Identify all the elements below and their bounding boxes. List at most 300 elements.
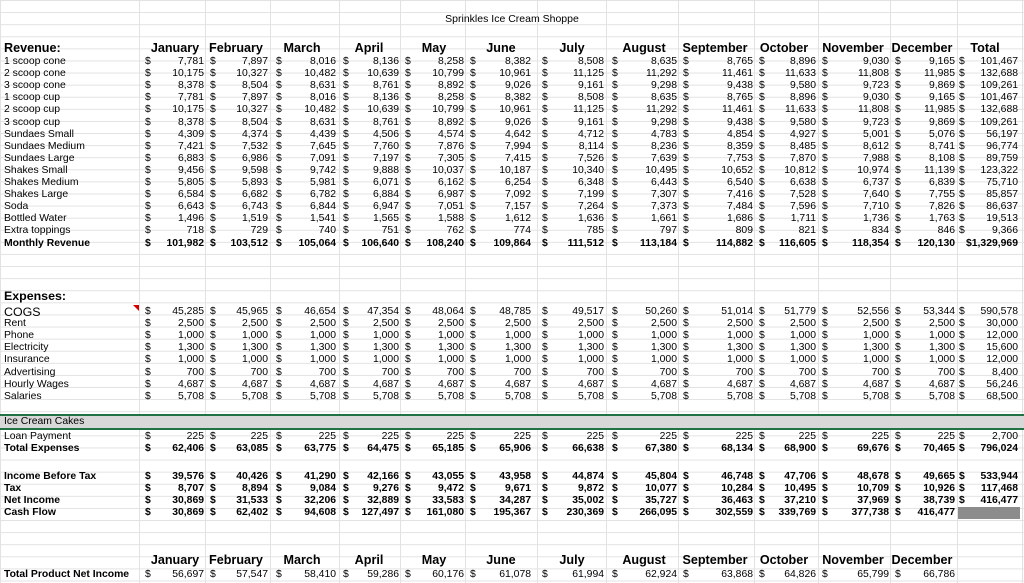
value-cell[interactable]: 9,161 <box>577 80 604 92</box>
total-cell[interactable]: 15,600 <box>986 342 1018 354</box>
value-cell[interactable]: 1,300 <box>577 342 604 354</box>
value-cell[interactable]: 7,897 <box>241 56 268 67</box>
value-cell[interactable]: 7,781 <box>177 56 204 67</box>
value-cell[interactable]: 1,686 <box>726 213 753 225</box>
value-cell[interactable]: 9,165 <box>928 56 955 67</box>
value-cell[interactable]: 101,982 <box>166 237 204 249</box>
value-cell[interactable]: 2,500 <box>504 318 531 330</box>
value-cell[interactable]: 66,638 <box>572 443 604 454</box>
total-cell[interactable]: 101,467 <box>980 92 1018 104</box>
value-cell[interactable]: 4,854 <box>726 128 753 140</box>
value-cell[interactable]: 7,994 <box>504 140 531 152</box>
total-cell[interactable]: 2,700 <box>991 431 1018 442</box>
value-cell[interactable]: 11,139 <box>923 164 955 176</box>
revenue-row-label[interactable]: Sundaes Small <box>4 128 74 140</box>
value-cell[interactable]: 5,001 <box>862 128 889 140</box>
value-cell[interactable]: 8,635 <box>650 56 677 67</box>
value-cell[interactable]: 8,892 <box>437 80 464 92</box>
value-cell[interactable]: 1,000 <box>928 354 955 366</box>
value-cell[interactable]: 9,598 <box>241 164 268 176</box>
value-cell[interactable]: 4,687 <box>241 378 268 390</box>
value-cell[interactable]: 339,769 <box>778 507 816 519</box>
value-cell[interactable]: 1,000 <box>726 330 753 342</box>
value-cell[interactable]: 7,197 <box>372 152 399 164</box>
value-cell[interactable]: 6,348 <box>577 177 604 188</box>
value-cell[interactable]: 118,354 <box>852 237 889 249</box>
value-cell[interactable]: 809 <box>735 225 753 237</box>
value-cell[interactable]: 11,461 <box>721 104 753 116</box>
value-cell[interactable]: 1,300 <box>177 342 204 354</box>
month-header-january[interactable]: January <box>150 41 200 55</box>
total-cell[interactable]: 109,261 <box>980 116 1018 128</box>
value-cell[interactable]: 6,638 <box>789 177 816 188</box>
product-net-value[interactable]: 61,994 <box>572 569 604 580</box>
value-cell[interactable]: 1,519 <box>241 213 268 225</box>
value-cell[interactable]: 225 <box>586 431 604 442</box>
value-cell[interactable]: 7,092 <box>504 189 531 201</box>
value-cell[interactable]: 8,136 <box>372 56 399 67</box>
value-cell[interactable]: 8,258 <box>437 56 464 67</box>
value-cell[interactable]: 2,500 <box>437 318 464 330</box>
value-cell[interactable]: 230,369 <box>566 507 604 519</box>
value-cell[interactable]: 45,804 <box>645 471 677 482</box>
value-cell[interactable]: 1,000 <box>862 354 889 366</box>
value-cell[interactable]: 8,016 <box>309 56 336 67</box>
value-cell[interactable]: 1,000 <box>577 354 604 366</box>
value-cell[interactable]: 62,406 <box>172 443 204 454</box>
value-cell[interactable]: 64,475 <box>367 443 399 454</box>
revenue-row-label[interactable]: Bottled Water <box>4 213 67 225</box>
value-cell[interactable]: 10,799 <box>432 68 464 80</box>
value-cell[interactable]: 8,761 <box>372 80 399 92</box>
value-cell[interactable]: 8,894 <box>241 483 268 495</box>
expense-row-label[interactable]: Salaries <box>4 390 42 402</box>
value-cell[interactable]: 7,199 <box>577 189 604 201</box>
value-cell[interactable]: 8,378 <box>177 80 204 92</box>
revenue-row-label[interactable]: 1 scoop cone <box>4 56 66 67</box>
filled-cell[interactable] <box>958 507 1020 519</box>
bottom-month-header-december[interactable]: December <box>891 553 953 567</box>
total-cell[interactable]: 96,774 <box>986 140 1018 152</box>
value-cell[interactable]: 1,000 <box>309 330 336 342</box>
value-cell[interactable]: 5,076 <box>928 128 955 140</box>
month-header-april[interactable]: April <box>354 41 384 55</box>
value-cell[interactable]: 8,765 <box>726 92 753 104</box>
value-cell[interactable]: 8,378 <box>177 116 204 128</box>
total-cell[interactable]: 416,477 <box>980 495 1018 507</box>
value-cell[interactable]: 1,000 <box>789 354 816 366</box>
value-cell[interactable]: 7,528 <box>789 189 816 201</box>
expense-row-label[interactable]: Phone <box>4 330 35 342</box>
bottom-month-header-august[interactable]: August <box>622 553 666 567</box>
value-cell[interactable]: 8,504 <box>241 80 268 92</box>
value-cell[interactable]: 1,300 <box>928 342 955 354</box>
value-cell[interactable]: 10,327 <box>236 104 268 116</box>
value-cell[interactable]: 4,687 <box>650 378 677 390</box>
value-cell[interactable]: 4,687 <box>504 378 531 390</box>
value-cell[interactable]: 700 <box>381 366 399 378</box>
value-cell[interactable]: 33,583 <box>432 495 464 507</box>
value-cell[interactable]: 6,443 <box>650 177 677 188</box>
value-cell[interactable]: 7,526 <box>577 152 604 164</box>
value-cell[interactable]: 48,785 <box>499 306 531 317</box>
total-cell[interactable]: 796,024 <box>980 443 1018 454</box>
value-cell[interactable]: 1,541 <box>309 213 336 225</box>
value-cell[interactable]: 195,367 <box>493 507 531 519</box>
value-cell[interactable]: 821 <box>798 225 816 237</box>
value-cell[interactable]: 225 <box>381 431 399 442</box>
value-cell[interactable]: 8,016 <box>309 92 336 104</box>
value-cell[interactable]: 63,085 <box>236 443 268 454</box>
value-cell[interactable]: 5,708 <box>789 390 816 402</box>
value-cell[interactable]: 43,958 <box>499 471 531 482</box>
total-cell[interactable]: 109,261 <box>980 80 1018 92</box>
month-header-march[interactable]: March <box>283 41 321 55</box>
value-cell[interactable]: 8,612 <box>862 140 889 152</box>
value-cell[interactable]: 10,077 <box>645 483 677 495</box>
value-cell[interactable]: 751 <box>381 225 399 237</box>
value-cell[interactable]: 7,373 <box>650 201 677 213</box>
value-cell[interactable]: 7,532 <box>241 140 268 152</box>
value-cell[interactable]: 11,633 <box>784 104 816 116</box>
value-cell[interactable]: 6,839 <box>928 177 955 188</box>
value-cell[interactable]: 225 <box>513 431 531 442</box>
total-cell[interactable]: 9,366 <box>991 225 1018 237</box>
revenue-row-label[interactable]: Shakes Medium <box>4 177 79 188</box>
value-cell[interactable]: 9,030 <box>862 92 889 104</box>
value-cell[interactable]: 11,985 <box>923 104 955 116</box>
value-cell[interactable]: 1,711 <box>790 213 816 225</box>
value-cell[interactable]: 1,300 <box>789 342 816 354</box>
value-cell[interactable]: 4,439 <box>309 128 336 140</box>
value-cell[interactable]: 700 <box>586 366 604 378</box>
value-cell[interactable]: 30,869 <box>172 495 204 507</box>
value-cell[interactable]: 9,276 <box>372 483 399 495</box>
value-cell[interactable]: 7,484 <box>726 201 753 213</box>
value-cell[interactable]: 11,808 <box>857 68 889 80</box>
expense-row-label[interactable]: Insurance <box>4 354 50 366</box>
value-cell[interactable]: 6,643 <box>177 201 204 213</box>
value-cell[interactable]: 6,884 <box>372 189 399 201</box>
value-cell[interactable]: 109,864 <box>493 237 531 249</box>
value-cell[interactable]: 6,737 <box>862 177 889 188</box>
value-cell[interactable]: 11,292 <box>645 104 677 116</box>
value-cell[interactable]: 11,633 <box>784 68 816 80</box>
value-cell[interactable]: 7,639 <box>650 152 677 164</box>
value-cell[interactable]: 7,826 <box>928 201 955 213</box>
value-cell[interactable]: 4,687 <box>862 378 889 390</box>
value-cell[interactable]: 5,981 <box>309 177 336 188</box>
value-cell[interactable]: 1,763 <box>928 213 955 225</box>
value-cell[interactable]: 8,508 <box>577 92 604 104</box>
value-cell[interactable]: 5,708 <box>577 390 604 402</box>
value-cell[interactable]: 1,000 <box>504 330 531 342</box>
value-cell[interactable]: 1,000 <box>437 354 464 366</box>
total-cell[interactable]: 56,197 <box>986 128 1018 140</box>
value-cell[interactable]: 225 <box>937 431 955 442</box>
value-cell[interactable]: 6,986 <box>241 152 268 164</box>
value-cell[interactable]: 7,760 <box>372 140 399 152</box>
value-cell[interactable]: 10,812 <box>784 164 816 176</box>
value-cell[interactable]: 53,344 <box>923 306 955 317</box>
revenue-row-label[interactable]: Shakes Large <box>4 189 69 201</box>
value-cell[interactable]: 108,240 <box>426 237 464 249</box>
value-cell[interactable]: 43,055 <box>432 471 464 482</box>
value-cell[interactable]: 225 <box>250 431 268 442</box>
value-cell[interactable]: 10,639 <box>367 104 399 116</box>
value-cell[interactable]: 7,988 <box>862 152 889 164</box>
value-cell[interactable]: 63,775 <box>304 443 336 454</box>
value-cell[interactable]: 2,500 <box>650 318 677 330</box>
value-cell[interactable]: 32,889 <box>367 495 399 507</box>
value-cell[interactable]: 4,574 <box>437 128 464 140</box>
value-cell[interactable]: 6,743 <box>241 201 268 213</box>
value-cell[interactable]: 46,654 <box>304 306 336 317</box>
value-cell[interactable]: 225 <box>871 431 889 442</box>
value-cell[interactable]: 9,723 <box>862 80 889 92</box>
value-cell[interactable]: 1,000 <box>726 354 753 366</box>
revenue-row-label[interactable]: 1 scoop cup <box>4 92 61 104</box>
value-cell[interactable]: 11,808 <box>857 104 889 116</box>
value-cell[interactable]: 5,708 <box>177 390 204 402</box>
value-cell[interactable]: 7,157 <box>504 201 531 213</box>
value-cell[interactable]: 47,706 <box>784 471 816 482</box>
value-cell[interactable]: 1,300 <box>309 342 336 354</box>
value-cell[interactable]: 69,676 <box>857 443 889 454</box>
value-cell[interactable]: 51,014 <box>721 306 753 317</box>
total-cell[interactable]: 8,400 <box>991 366 1018 378</box>
value-cell[interactable]: 4,309 <box>177 128 204 140</box>
value-cell[interactable]: 10,284 <box>721 483 753 495</box>
value-cell[interactable]: 6,947 <box>372 201 399 213</box>
value-cell[interactable]: 48,064 <box>432 306 464 317</box>
value-cell[interactable]: 116,605 <box>779 237 816 249</box>
value-cell[interactable]: 5,708 <box>650 390 677 402</box>
value-cell[interactable]: 4,506 <box>372 128 399 140</box>
revenue-row-label[interactable]: 2 scoop cup <box>4 104 61 116</box>
value-cell[interactable]: 62,402 <box>236 507 268 519</box>
value-cell[interactable]: 700 <box>318 366 336 378</box>
value-cell[interactable]: 5,708 <box>437 390 464 402</box>
total-cell[interactable]: 12,000 <box>986 330 1018 342</box>
value-cell[interactable]: 30,869 <box>172 507 204 519</box>
monthly-revenue-total[interactable]: $1,329,969 <box>965 237 1018 249</box>
value-cell[interactable]: 11,292 <box>645 68 677 80</box>
total-cell[interactable]: 68,500 <box>986 390 1018 402</box>
value-cell[interactable]: 302,559 <box>715 507 753 519</box>
value-cell[interactable]: 5,708 <box>928 390 955 402</box>
value-cell[interactable]: 10,037 <box>432 164 464 176</box>
selected-row[interactable] <box>0 415 1024 428</box>
value-cell[interactable]: 65,185 <box>432 443 464 454</box>
value-cell[interactable]: 11,125 <box>572 68 604 80</box>
total-cell[interactable]: 117,468 <box>981 483 1018 495</box>
value-cell[interactable]: 161,080 <box>426 507 464 519</box>
expense-row-label[interactable]: Advertising <box>4 366 56 378</box>
value-cell[interactable]: 1,000 <box>789 330 816 342</box>
value-cell[interactable]: 9,026 <box>504 80 531 92</box>
value-cell[interactable]: 111,512 <box>567 237 604 249</box>
value-cell[interactable]: 5,708 <box>504 390 531 402</box>
value-cell[interactable]: 7,421 <box>177 140 204 152</box>
value-cell[interactable]: 6,844 <box>309 201 336 213</box>
value-cell[interactable]: 6,254 <box>504 177 531 188</box>
value-cell[interactable]: 9,165 <box>928 92 955 104</box>
revenue-row-label[interactable]: 2 scoop cone <box>4 68 66 80</box>
expense-row-label[interactable]: Electricity <box>4 342 49 354</box>
value-cell[interactable]: 700 <box>513 366 531 378</box>
product-net-value[interactable]: 57,547 <box>236 569 268 580</box>
value-cell[interactable]: 9,472 <box>437 483 464 495</box>
value-cell[interactable]: 4,712 <box>577 128 604 140</box>
value-cell[interactable]: 4,783 <box>650 128 677 140</box>
value-cell[interactable]: 9,869 <box>928 80 955 92</box>
value-cell[interactable]: 4,687 <box>372 378 399 390</box>
value-cell[interactable]: 120,130 <box>917 237 955 249</box>
value-cell[interactable]: 8,896 <box>789 92 816 104</box>
value-cell[interactable]: 105,064 <box>298 237 336 249</box>
value-cell[interactable]: 700 <box>659 366 677 378</box>
value-cell[interactable]: 9,026 <box>504 116 531 128</box>
total-cell[interactable]: 75,710 <box>986 177 1018 188</box>
value-cell[interactable]: 5,805 <box>177 177 204 188</box>
value-cell[interactable]: 8,236 <box>650 140 677 152</box>
value-cell[interactable]: 1,000 <box>928 330 955 342</box>
product-net-value[interactable]: 59,286 <box>367 569 399 580</box>
value-cell[interactable]: 7,876 <box>437 140 464 152</box>
value-cell[interactable]: 700 <box>937 366 955 378</box>
value-cell[interactable]: 47,354 <box>367 306 399 317</box>
value-cell[interactable]: 9,456 <box>177 164 204 176</box>
total-cell[interactable]: 56,246 <box>986 378 1018 390</box>
total-cell[interactable]: 86,637 <box>986 201 1018 213</box>
value-cell[interactable]: 1,661 <box>650 213 677 225</box>
value-cell[interactable]: 1,496 <box>177 213 204 225</box>
value-cell[interactable]: 718 <box>186 225 204 237</box>
product-net-value[interactable]: 60,176 <box>432 569 464 580</box>
value-cell[interactable]: 8,896 <box>789 56 816 67</box>
value-cell[interactable]: 50,260 <box>645 306 677 317</box>
value-cell[interactable]: 7,645 <box>309 140 336 152</box>
month-header-october[interactable]: October <box>759 41 809 55</box>
value-cell[interactable]: 1,000 <box>177 354 204 366</box>
product-net-value[interactable]: 61,078 <box>499 569 531 580</box>
comment-indicator[interactable] <box>133 305 139 311</box>
product-net-value[interactable]: 56,697 <box>172 569 204 580</box>
value-cell[interactable]: 65,906 <box>499 443 531 454</box>
value-cell[interactable]: 1,565 <box>372 213 399 225</box>
value-cell[interactable]: 225 <box>798 431 816 442</box>
month-header-february[interactable]: February <box>209 41 263 55</box>
value-cell[interactable]: 1,636 <box>577 213 604 225</box>
value-cell[interactable]: 4,642 <box>504 128 531 140</box>
value-cell[interactable]: 49,665 <box>923 471 955 482</box>
value-cell[interactable]: 1,300 <box>726 342 753 354</box>
value-cell[interactable]: 45,285 <box>172 306 204 317</box>
value-cell[interactable]: 8,114 <box>578 140 604 152</box>
value-cell[interactable]: 2,500 <box>177 318 204 330</box>
value-cell[interactable]: 9,438 <box>726 116 753 128</box>
value-cell[interactable]: 1,000 <box>177 330 204 342</box>
bottom-month-header-february[interactable]: February <box>209 553 263 567</box>
value-cell[interactable]: 1,000 <box>309 354 336 366</box>
value-cell[interactable]: 32,206 <box>304 495 336 507</box>
month-header-june[interactable]: June <box>486 41 516 55</box>
value-cell[interactable]: 797 <box>659 225 677 237</box>
value-cell[interactable]: 8,761 <box>372 116 399 128</box>
value-cell[interactable]: 1,300 <box>650 342 677 354</box>
value-cell[interactable]: 9,872 <box>577 483 604 495</box>
value-cell[interactable]: 1,300 <box>372 342 399 354</box>
total-cell[interactable]: 101,467 <box>980 56 1018 67</box>
value-cell[interactable]: 5,708 <box>372 390 399 402</box>
value-cell[interactable]: 9,888 <box>372 164 399 176</box>
value-cell[interactable]: 10,482 <box>304 104 336 116</box>
value-cell[interactable]: 8,765 <box>726 56 753 67</box>
value-cell[interactable]: 10,709 <box>857 483 889 495</box>
total-cell[interactable]: 85,857 <box>986 189 1018 201</box>
value-cell[interactable]: 6,782 <box>309 189 336 201</box>
value-cell[interactable]: 6,540 <box>726 177 753 188</box>
value-cell[interactable]: 740 <box>318 225 336 237</box>
value-cell[interactable]: 6,071 <box>372 177 399 188</box>
value-cell[interactable]: 9,742 <box>309 164 336 176</box>
total-cell[interactable]: 533,944 <box>980 471 1018 482</box>
value-cell[interactable]: 10,961 <box>499 68 531 80</box>
value-cell[interactable]: 9,869 <box>928 116 955 128</box>
revenue-row-label[interactable]: Extra toppings <box>4 225 71 237</box>
value-cell[interactable]: 31,533 <box>236 495 268 507</box>
value-cell[interactable]: 5,708 <box>862 390 889 402</box>
value-cell[interactable]: 4,687 <box>726 378 753 390</box>
value-cell[interactable]: 1,300 <box>862 342 889 354</box>
value-cell[interactable]: 8,631 <box>309 116 336 128</box>
value-cell[interactable]: 10,327 <box>236 68 268 80</box>
value-cell[interactable]: 7,596 <box>789 201 816 213</box>
expense-row-label[interactable]: Rent <box>4 318 26 330</box>
value-cell[interactable]: 11,125 <box>572 104 604 116</box>
value-cell[interactable]: 8,382 <box>504 92 531 104</box>
value-cell[interactable]: 2,500 <box>241 318 268 330</box>
total-cell[interactable]: 30,000 <box>986 318 1018 330</box>
product-net-value[interactable]: 62,924 <box>645 569 677 580</box>
value-cell[interactable]: 113,184 <box>640 237 677 249</box>
value-cell[interactable]: 52,556 <box>857 306 889 317</box>
value-cell[interactable]: 48,678 <box>857 471 889 482</box>
total-cell[interactable]: 590,578 <box>980 306 1018 317</box>
value-cell[interactable]: 38,739 <box>923 495 955 507</box>
value-cell[interactable]: 4,687 <box>577 378 604 390</box>
value-cell[interactable]: 9,723 <box>862 116 889 128</box>
value-cell[interactable]: 9,580 <box>789 116 816 128</box>
value-cell[interactable]: 225 <box>659 431 677 442</box>
value-cell[interactable]: 10,495 <box>645 164 677 176</box>
value-cell[interactable]: 11,985 <box>923 68 955 80</box>
value-cell[interactable]: 6,162 <box>437 177 464 188</box>
value-cell[interactable]: 10,175 <box>172 104 204 116</box>
value-cell[interactable]: 51,779 <box>784 306 816 317</box>
bottom-month-header-september[interactable]: September <box>682 553 748 567</box>
value-cell[interactable]: 225 <box>735 431 753 442</box>
revenue-row-label[interactable]: Shakes Small <box>4 164 68 176</box>
value-cell[interactable]: 2,500 <box>309 318 336 330</box>
value-cell[interactable]: 1,000 <box>862 330 889 342</box>
value-cell[interactable]: 762 <box>446 225 464 237</box>
value-cell[interactable]: 225 <box>186 431 204 442</box>
value-cell[interactable]: 834 <box>871 225 889 237</box>
value-cell[interactable]: 5,708 <box>309 390 336 402</box>
value-cell[interactable]: 35,727 <box>645 495 677 507</box>
